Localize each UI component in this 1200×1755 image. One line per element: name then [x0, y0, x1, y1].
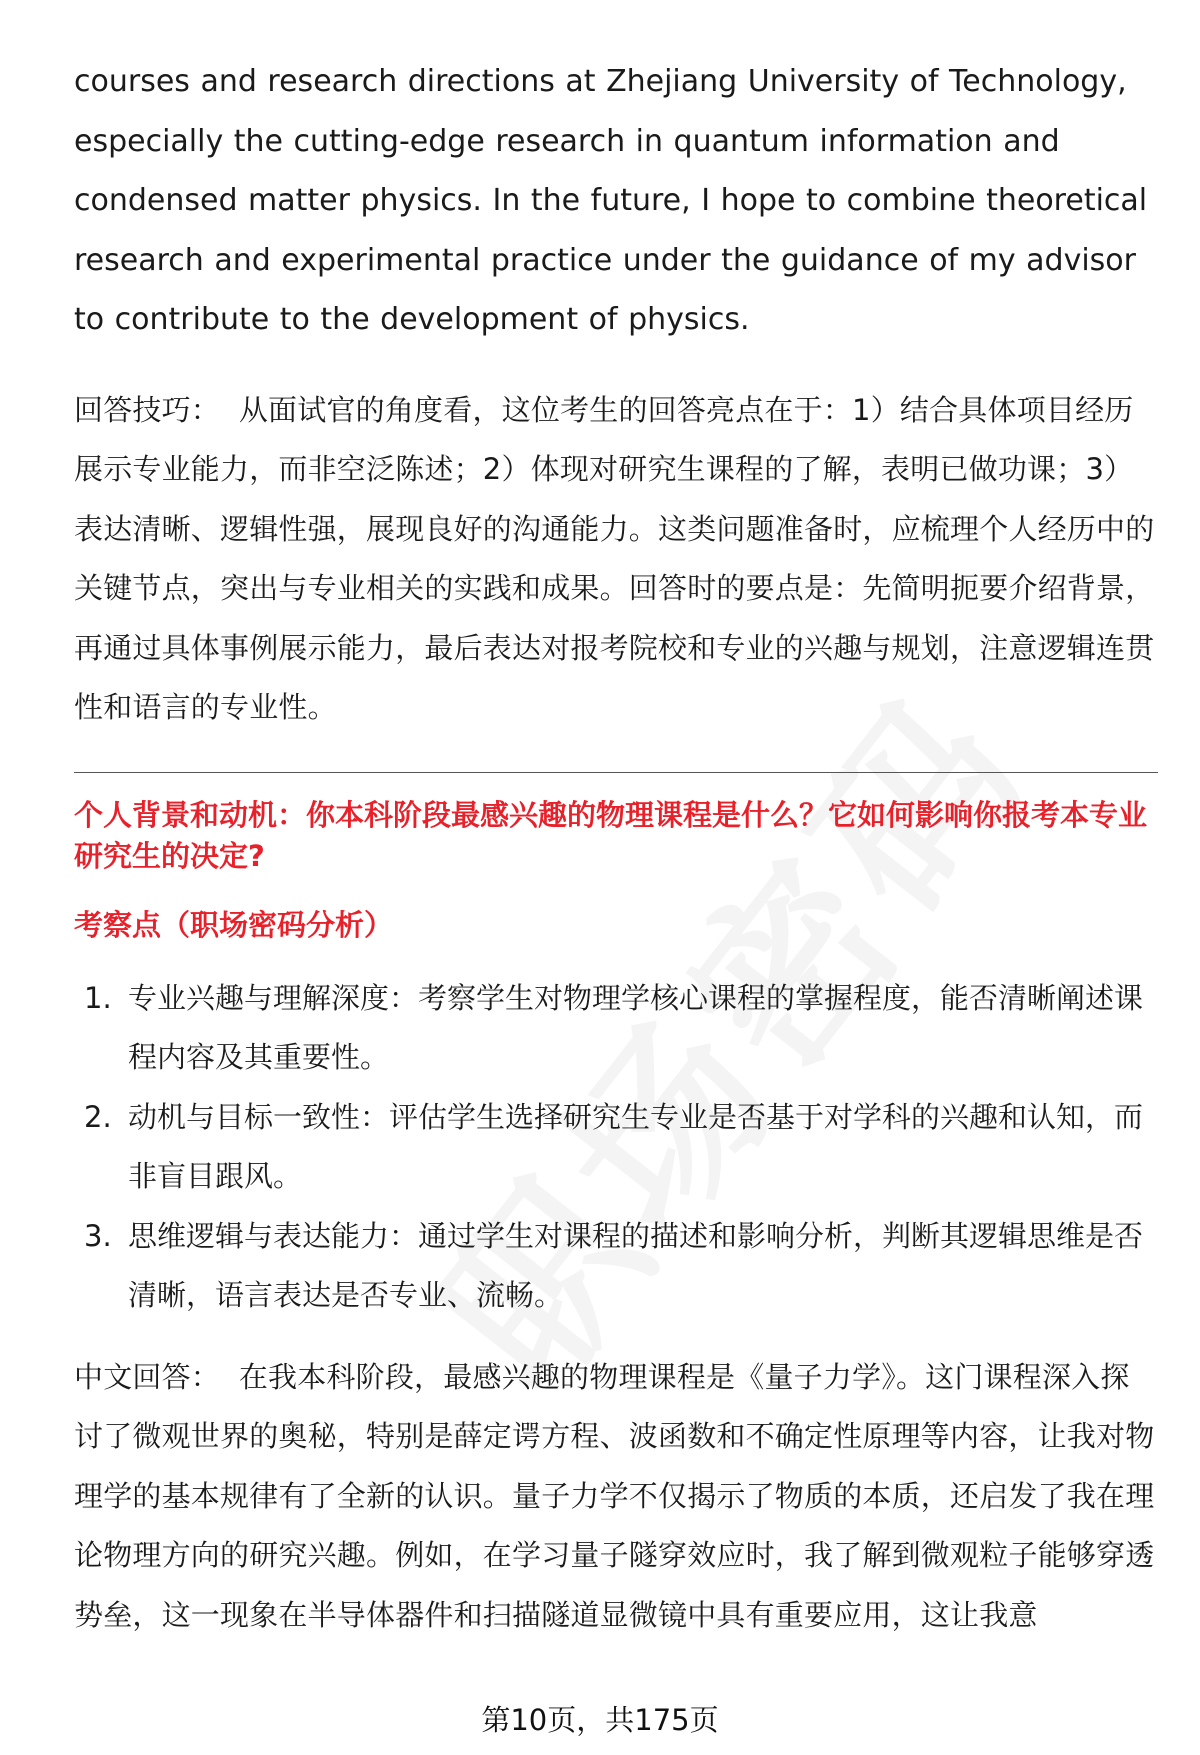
assessment-heading: 考察点（职场密码分析） — [74, 907, 394, 942]
question-heading: 个人背景和动机：你本科阶段最感兴趣的物理课程是什么？它如何影响你报考本专业研究生的决定? — [74, 797, 1148, 873]
assessment-list — [74, 969, 1158, 1326]
page-footer: 第10页，共175页 — [481, 1703, 719, 1737]
list-item — [74, 969, 1158, 1088]
answer-cn-paragraph — [74, 1348, 1158, 1646]
list-text: 专业兴趣与理解深度：考察学生对物理学核心课程的掌握程度，能否清晰阐述课程内容及其重要性。 — [128, 980, 1144, 1074]
answer-cn-label: 中文回答： — [74, 1359, 221, 1394]
list-text: 动机与目标一致性：评估学生选择研究生专业是否基于对学科的兴趣和认知，而非盲目跟风。 — [128, 1099, 1144, 1193]
tips-text: 从面试官的角度看，这位考生的回答亮点在于：1）结合具体项目经历展示专业能力，而非空泛陈述；2）体现对研究生课程的了解，表明已做功课；3）表达清晰、逻辑性强，展现良好的沟通能力。这类问题准备时，应梳理个人经历中的关键节点，突出与专业相关的实践和成果。回答时的要点是：先简明扼要介绍背景，再通过具体事例展示能力，最后表达对报考院校和专业的兴趣与规划，注意逻辑连贯性和语言的专业性。 — [74, 392, 1155, 724]
list-number: 1. — [84, 980, 112, 1015]
list-number: 3. — [84, 1218, 112, 1253]
list-item — [74, 1088, 1158, 1207]
section-divider — [74, 772, 1158, 773]
tips-label: 回答技巧： — [74, 392, 221, 427]
answer-cn-text: 在我本科阶段，最感兴趣的物理课程是《量子力学》。这门课程深入探讨了微观世界的奥秘，特别是薛定谔方程、波函数和不确定性原理等内容，让我对物理学的基本规律有了全新的认识。量子力学不仅揭示了物质的本质，还启发了我在理论物理方向的研究兴趣。例如，在学习量子隧穿效应时，我了解到微观粒子能够穿透势垒，这一现象在半导体器件和扫描隧道显微镜中具有重要应用，这让我意 — [74, 1359, 1155, 1632]
tips-paragraph — [74, 381, 1158, 738]
list-item — [74, 1207, 1158, 1326]
list-text: 思维逻辑与表达能力：通过学生对课程的描述和影响分析，判断其逻辑思维是否清晰，语言表达是否专业、流畅。 — [128, 1218, 1144, 1312]
intro-paragraph-en: courses and research directions at Zhejiang University of Technology, especially the cutting-edge research in quantum information and condensed matter physics. In the future, I hope to combine theoretical research and experimental practice under the guidance of my advisor to contribute to the development of physics. — [74, 64, 1148, 337]
list-number: 2. — [84, 1099, 112, 1134]
document-page — [74, 52, 1158, 1645]
